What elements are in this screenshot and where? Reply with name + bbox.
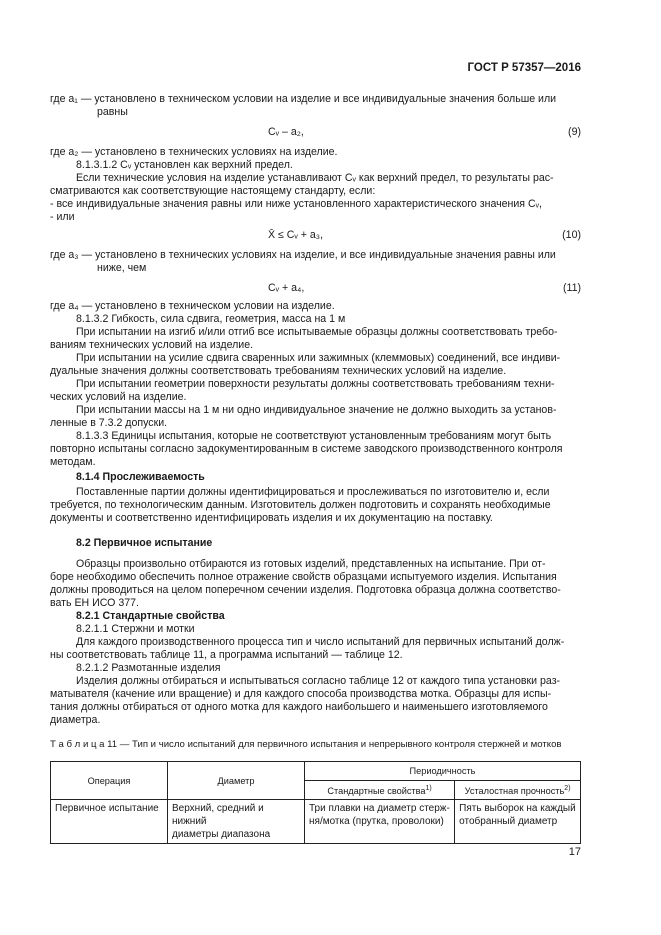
text-line: Для каждого производственного процесса тип и число испытаний для первичных испытаний долж- [76,636,565,648]
clause-heading: 8.2.1.2 Размотанные изделия [76,662,221,674]
text-line: тания должны отбираться от одного мотка для каждого наибольшего и наименьшего изготовляемого [50,701,548,713]
header-standard-label: Стандартные свойства [327,786,426,797]
text-line: ческих условий на изделие. [50,391,187,403]
list-item: - или [50,211,75,223]
section-heading: 8.1.4 Прослеживаемость [76,471,205,483]
header-diameter: Диаметр [168,762,305,800]
text-line: ниже, чем [97,262,147,274]
clause-heading: 8.2.1.1 Стержни и мотки [76,623,195,635]
table-row [51,800,581,844]
text-line: вать ЕН ИСО 377. [50,597,139,609]
equation-10: X̄ ≤ Cᵥ + a₃, [268,229,324,241]
text-line: ваниям технических условий на изделие. [50,339,254,351]
header-fatigue-strength [455,781,581,800]
text-line: где a₂ — установлено в технических условиях на изделие. [50,146,338,158]
cell-text: отобранный диаметр [459,816,558,828]
cell-text: диаметры диапазона [172,829,271,841]
cell-text: Первичное испытание [55,803,159,815]
header-standard-properties [305,781,455,800]
text-line: где a₃ — установлено в технических условиях на изделие, и все индивидуальные значения равны или [50,249,556,261]
table-11 [50,761,581,844]
equation-number: (11) [562,282,581,294]
text-line: При испытании на усилие сдвига сваренных или зажимных (клеммовых) соединений, все индиви- [76,352,561,364]
cell-diameter [168,800,305,844]
text-line: повторно испытаны согласно задокументированным в системе заводского производственного контроля [50,443,563,455]
equation-number: (10) [562,229,581,241]
text-line: равны [97,106,128,118]
cell-text: ня/мотка (прутка, проволоки) [309,816,444,828]
footnote-ref: 1) [425,785,432,792]
section-heading: 8.2.1 Стандартные свойства [76,610,225,622]
standard-number: ГОСТ Р 57357—2016 [467,62,581,74]
text-line: При испытании массы на 1 м ни одно индивидуальное значение не должно выходить за установ- [76,404,557,416]
cell-standard [305,800,455,844]
page-number: 17 [568,846,581,858]
text-line: методам. [50,456,96,468]
equation-9: Cᵥ – a₂, [268,126,304,138]
text-line: ленные в 7.3.2 допуски. [50,417,168,429]
text-line: дуальные значения должны соответствовать требованиям технических условий на изделие. [50,365,507,377]
text-line: Образцы произвольно отбираются из готовых изделий, представленных на испытание. При от- [76,558,546,570]
equation-11: Cᵥ + a₄, [268,282,305,294]
text-line: где a₄ — установлено в техническом условии на изделие. [50,300,335,312]
table-caption: Т а б л и ц а 11 — Тип и число испытаний для первичного испытания и непрерывного контроля стержней и мотков [50,739,562,750]
cell-text: Пять выборок на каждый [459,803,576,815]
text-line: диаметра. [50,714,101,726]
text-line: документы и соответственно идентифицировать изделия и их документацию на поставку. [50,512,493,524]
list-item: - все индивидуальные значения равны или ниже установленного характеристического значения Cᵥ, [50,198,542,210]
cell-fatigue [455,800,581,844]
clause-heading: 8.1.3.2 Гибкость, сила сдвига, геометрия, масса на 1 м [76,313,346,325]
header-periodicity: Периодичность [305,762,581,781]
text-line: сматриваются как соответствующие настоящему стандарту, если: [50,185,376,197]
cell-operation [51,800,168,844]
text-line: Поставленные партии должны идентифицироваться и прослеживаться по изготовителю и, если [76,486,550,498]
text-line: При испытании геометрии поверхности результаты должны соответствовать требованиям техни- [76,378,555,390]
text-line: должны проводиться на целом поперечном сечении изделия. Подготовка образца должна соответство- [50,584,561,596]
text-line: где a₁ — установлено в техническом условии на изделие и все индивидуальные значения больше или [50,93,557,105]
equation-number: (9) [568,126,581,138]
clause-heading: 8.1.3.3 Единицы испытания, которые не соответствуют установленным требованиям могут быть [76,430,552,442]
text-line: ны соответствовать таблице 11, а программа испытаний — таблице 12. [50,649,403,661]
clause-heading: 8.1.3.1.2 Cᵥ установлен как верхний предел. [76,159,293,171]
cell-text: Три плавки на диаметр стерж- [309,803,450,815]
text-line: Если технические условия на изделие устанавливают Cᵥ как верхний предел, то результаты рас- [76,172,554,184]
header-operation: Операция [51,762,168,800]
text-line: матывателя (качение или вращение) и для каждого способа производства мотка. Образцы для испы- [50,688,552,700]
cell-text: Верхний, средний и нижний [172,803,264,828]
footnote-ref: 2) [564,785,571,792]
section-heading: 8.2 Первичное испытание [76,537,213,549]
header-fatigue-label: Усталостная прочность [464,786,565,797]
text-line: При испытании на изгиб и/или отгиб все испытываемые образцы должны соответствовать требо- [76,326,558,338]
text-line: требуется, по технологическим данным. Изготовитель должен подготовить и сохранять необходимые [50,499,551,511]
text-line: боре необходимо обеспечить полное отражение свойств образцами испытуемого изделия. Испытания [50,571,557,583]
text-line: Изделия должны отбираться и испытываться согласно таблице 12 от каждого типа установки раз- [76,675,561,687]
